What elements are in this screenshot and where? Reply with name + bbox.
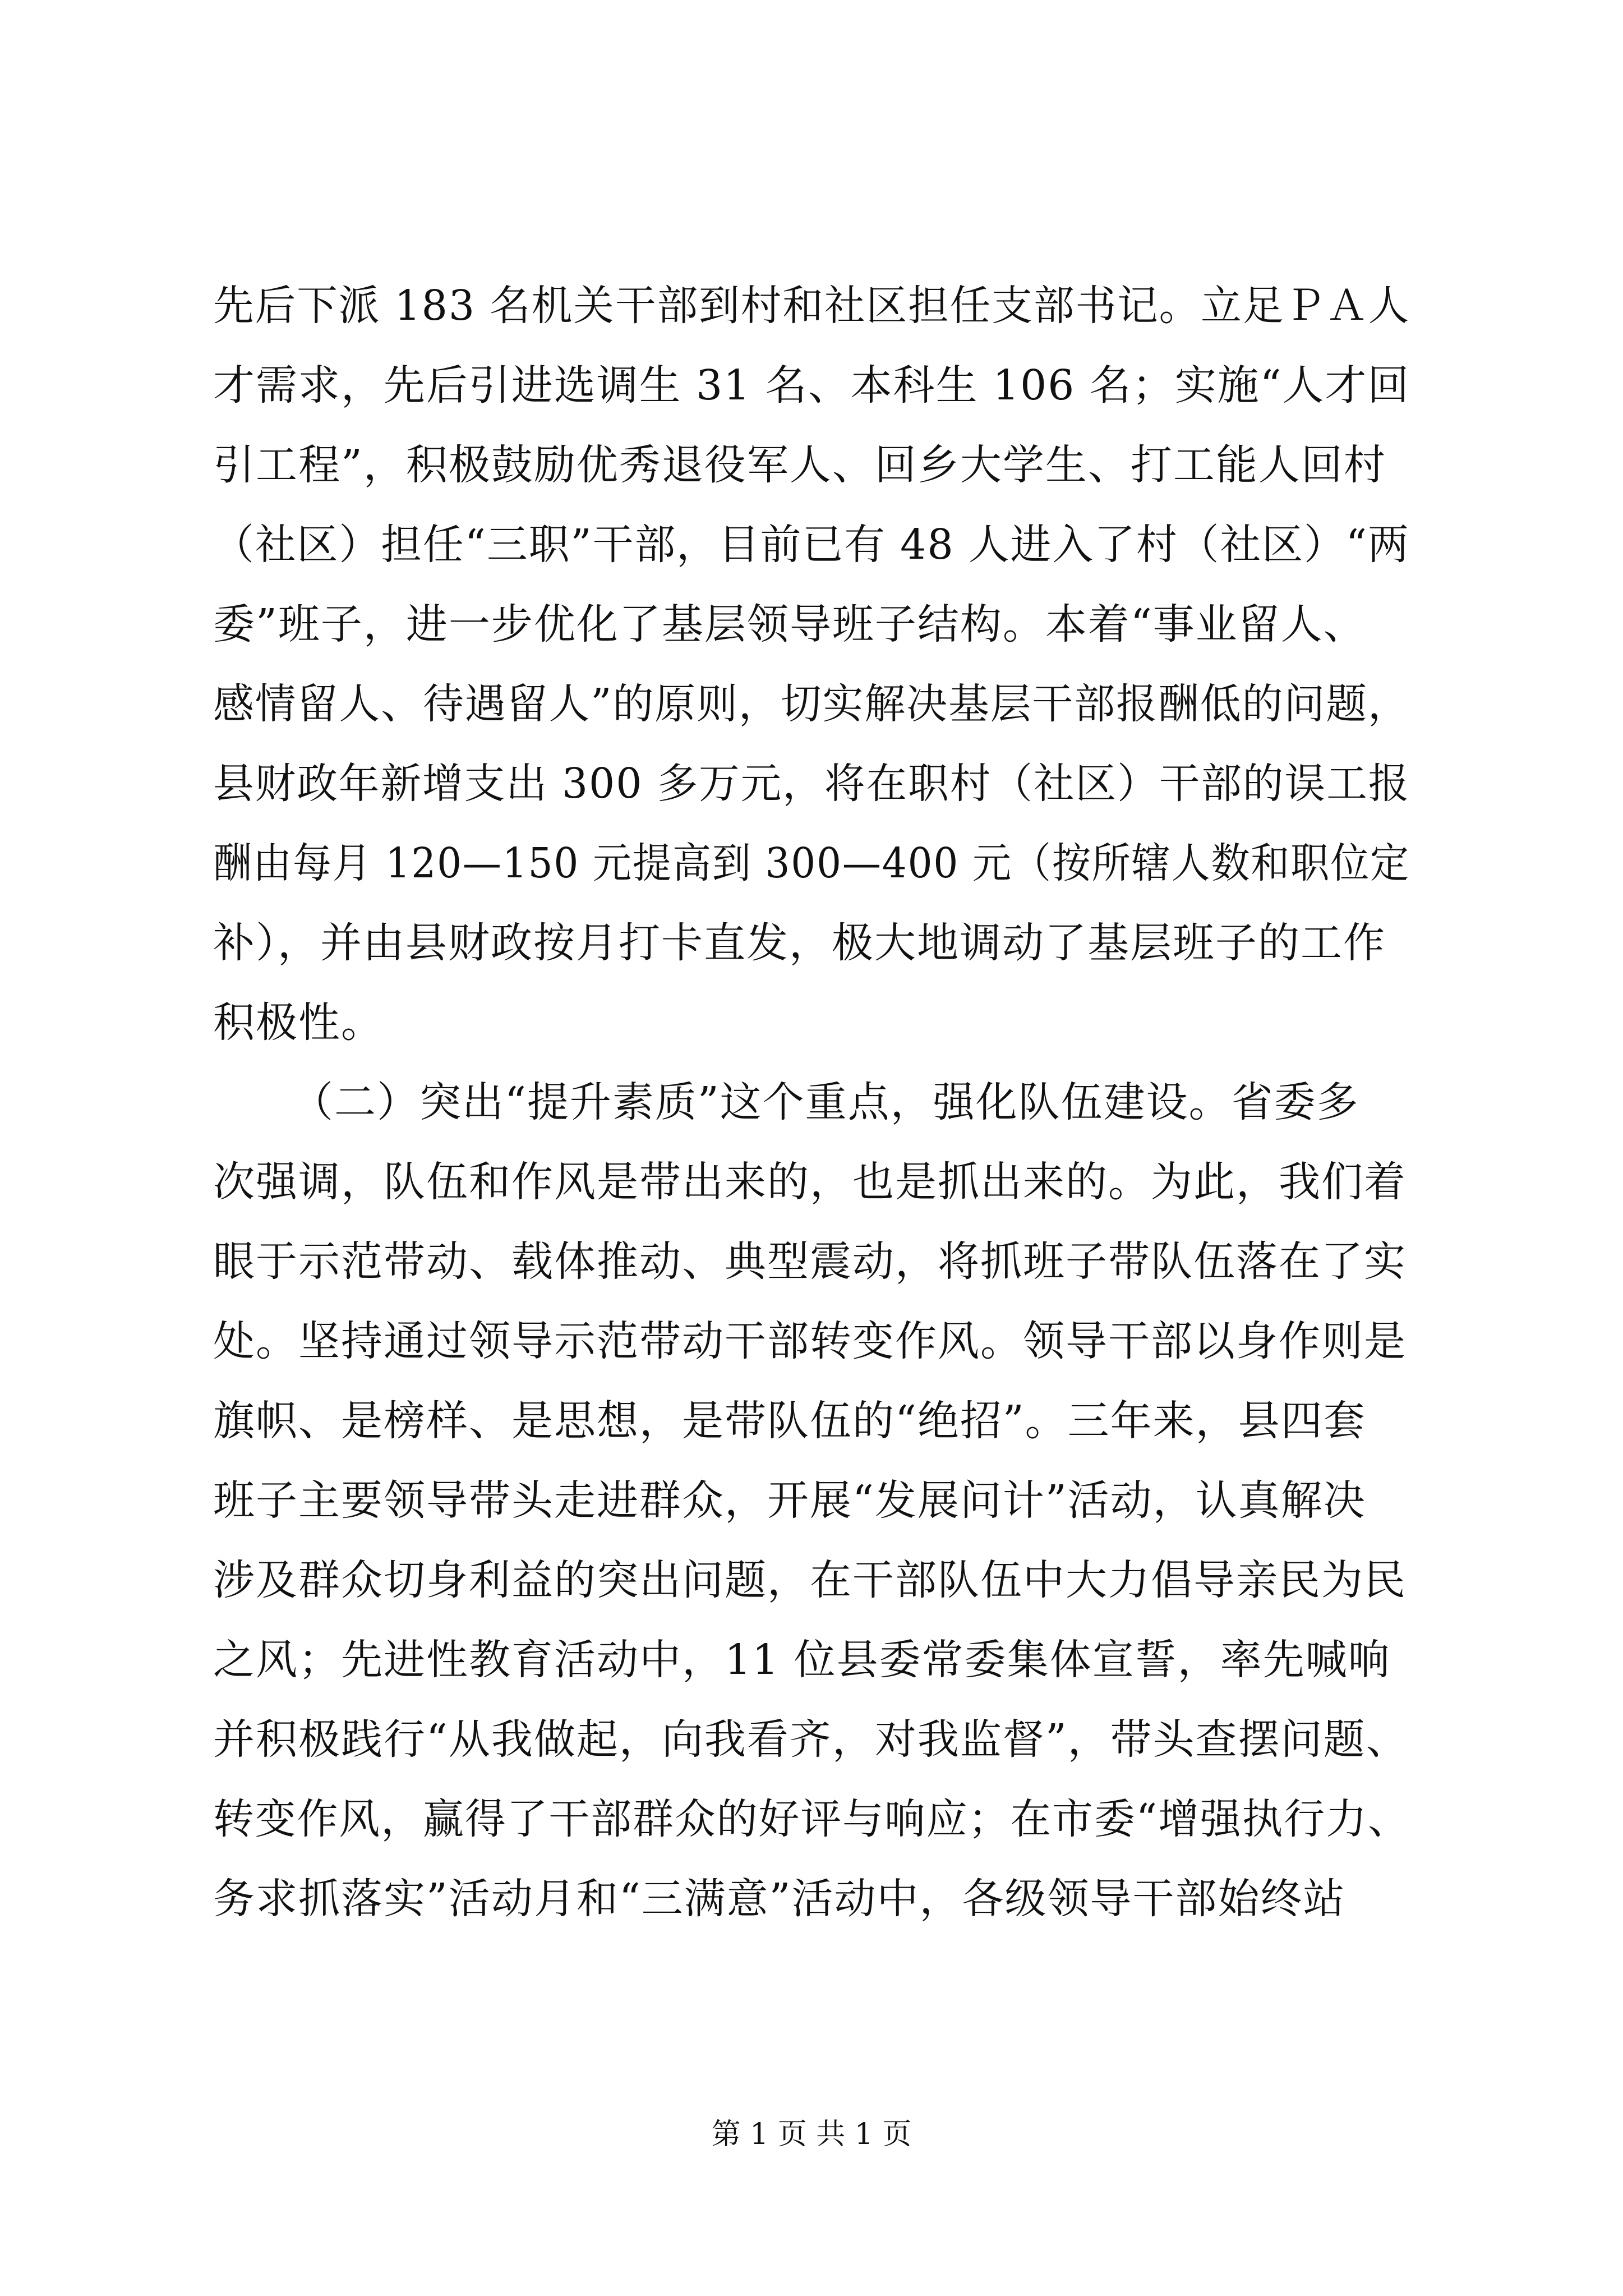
text-line: 补），并由县财政按月打卡直发，极大地调动了基层班子的工作 xyxy=(213,919,1386,967)
text-line: 并积极践行“从我做起，向我看齐，对我监督”，带头查摆问题、 xyxy=(213,1715,1409,1764)
text-line: 才需求，先后引进选调生 31 名、本科生 106 名；实施“人才回 xyxy=(213,361,1410,409)
text-line: 转变作风，赢得了干部群众的好评与响应；在市委“增强执行力、 xyxy=(213,1795,1410,1843)
text-line: 引工程”，积极鼓励优秀退役军人、回乡大学生、打工能人回村 xyxy=(213,441,1386,489)
text-line: 感情留人、待遇留人”的原则，切实解决基层干部报酬低的问题， xyxy=(213,680,1410,728)
text-line: 之风；先进性教育活动中，11 位县委常委集体宣誓，率先喊响 xyxy=(213,1636,1391,1684)
text-line: 县财政年新增支出 300 多万元，将在职村（社区）干部的误工报 xyxy=(213,760,1410,808)
text-line: （社区）担任“三职”干部，目前已有 48 人进入了村（社区）“两 xyxy=(213,521,1410,569)
text-line: 眼于示范带动、载体推动、典型震动，将抓班子带队伍落在了实 xyxy=(213,1237,1407,1286)
text-line: 委”班子，进一步优化了基层领导班子结构。本着“事业留人、 xyxy=(213,600,1366,648)
text-line: 旗帜、是榜样、是思想，是带队伍的“绝招”。三年来，县四套 xyxy=(213,1397,1366,1445)
text-line: 积极性。 xyxy=(213,999,384,1047)
text-line: 务求抓落实”活动月和“三满意”活动中，各级领导干部始终站 xyxy=(213,1875,1346,1923)
text-line: 酬由每月 120—150 元提高到 300—400 元（按所辖人数和职位定 xyxy=(213,839,1410,887)
text-line: 涉及群众切身利益的突出问题，在干部队伍中大力倡导亲民为民 xyxy=(213,1556,1407,1604)
text-line: 次强调，队伍和作风是带出来的，也是抓出来的。为此，我们着 xyxy=(213,1158,1407,1206)
page-footer: 第 1 页 共 1 页 xyxy=(711,2118,912,2151)
paragraph-heading-line: （二）突出“提升素质”这个重点，强化队伍建设。省委多 xyxy=(292,1078,1359,1126)
text-line: 班子主要领导带头走进群众，开展“发展问计”活动，认真解决 xyxy=(213,1476,1366,1525)
text-line: 先后下派 183 名机关干部到村和社区担任支部书记。立足ＰＡ人 xyxy=(213,282,1410,330)
text-line: 处。坚持通过领导示范带动干部转变作风。领导干部以身作则是 xyxy=(213,1317,1407,1365)
